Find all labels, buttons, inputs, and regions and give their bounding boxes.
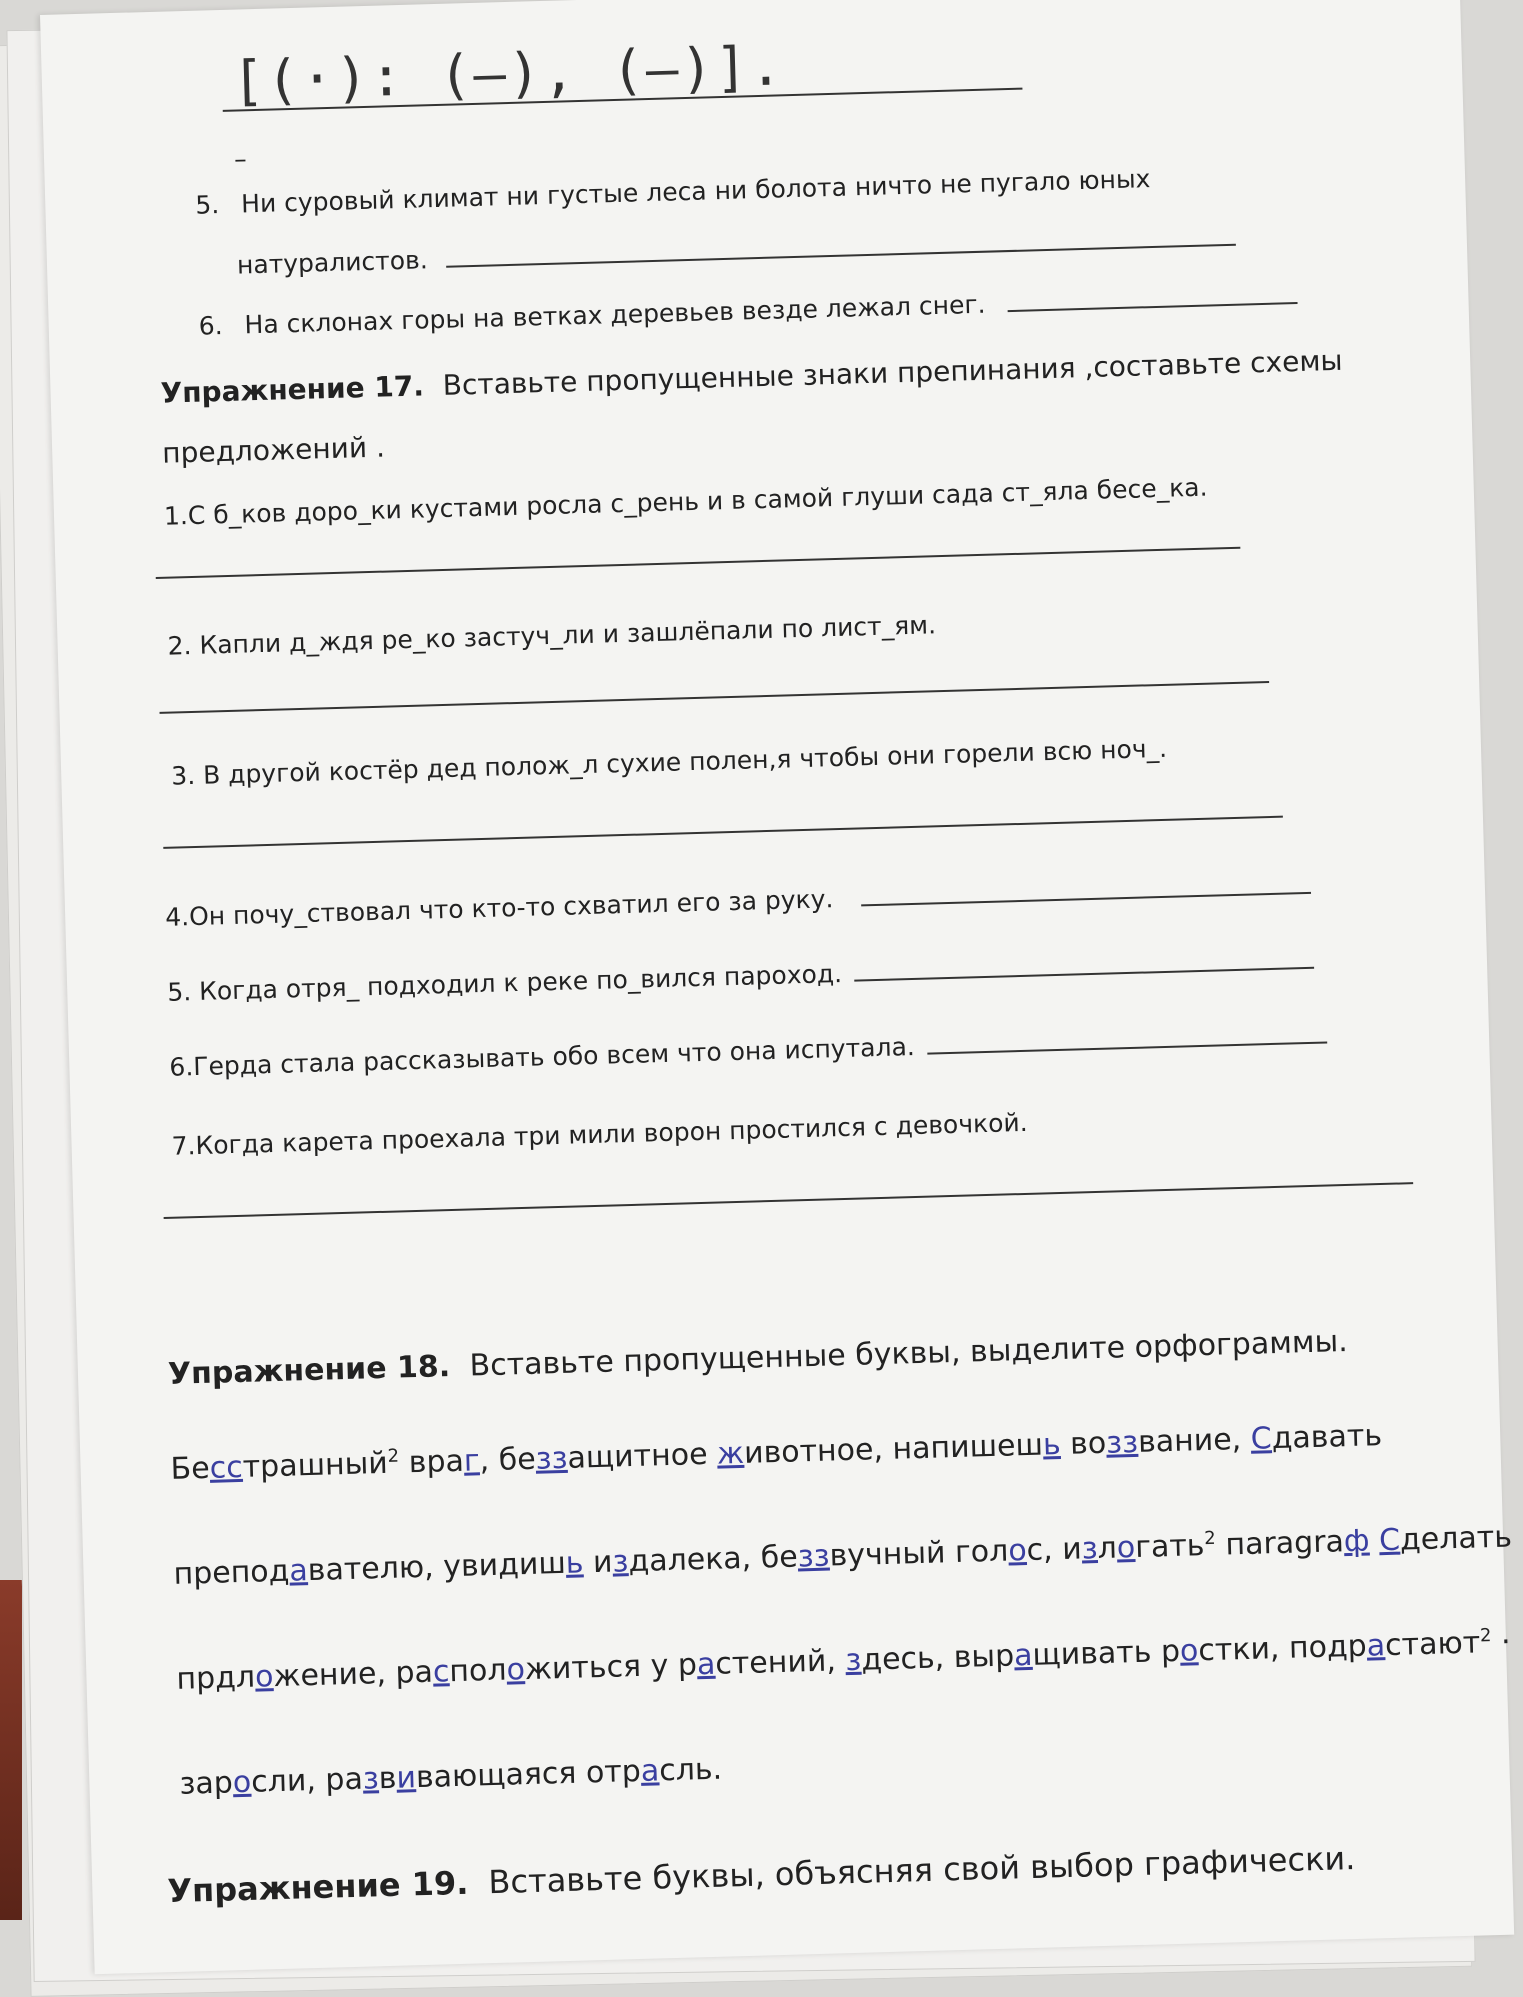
- exercise-19-title: [167, 1839, 1356, 1910]
- answer-line: [861, 870, 1311, 907]
- handwritten-insert: зз: [535, 1440, 569, 1477]
- item-text: натуралистов.: [236, 245, 429, 280]
- handwritten-insert: з: [844, 1642, 862, 1679]
- answer-line: [160, 681, 1270, 714]
- text-segment: трашный: [242, 1445, 389, 1485]
- handwritten-insert: а: [696, 1646, 716, 1683]
- handwritten-insert: о: [1179, 1633, 1199, 1669]
- item-text: Ни суровый климат ни густые леса ни болота ничто не пугало юных: [240, 164, 1151, 219]
- text-segment: Бе: [170, 1450, 211, 1487]
- text-segment: делать: [1399, 1519, 1513, 1558]
- superscript-mark: 2: [1479, 1625, 1492, 1647]
- ex18-line-4: [179, 1752, 723, 1802]
- handwritten-insert: зз: [797, 1538, 831, 1575]
- item-text: 4.Он почу_ствовал что кто-то схватил его за руку.: [164, 884, 834, 932]
- item-number: 5.: [194, 190, 220, 220]
- ex18-line-1: [170, 1418, 1382, 1487]
- handwritten-insert: о: [506, 1652, 526, 1688]
- answer-line: [445, 222, 1235, 268]
- exercise-instruction: Вставьте пропущенные буквы, выделите орфограммы.: [469, 1324, 1349, 1384]
- ex17-item-5: [167, 945, 1314, 1007]
- text-segment: сль.: [658, 1751, 723, 1789]
- handwritten-insert: а: [1013, 1637, 1033, 1674]
- exercise-instruction: Вставьте буквы, объясняя свой выбор графически.: [487, 1839, 1356, 1902]
- text-segment: и: [582, 1544, 613, 1581]
- sentence-scheme: [(·): (–), (–)].: [231, 34, 785, 113]
- exercise-instruction: Вставьте пропущенные знаки препинания ,составьте схемы: [442, 343, 1343, 402]
- text-segment: вающаяся отр: [415, 1753, 642, 1796]
- text-segment: во: [1060, 1425, 1107, 1463]
- text-segment: щивать р: [1032, 1633, 1181, 1673]
- ex16-item-5-cont: [237, 222, 1236, 280]
- exercise-number: Упражнение 19.: [166, 1863, 469, 1911]
- text-segment: давать: [1271, 1418, 1383, 1457]
- desk-edge: [0, 1580, 22, 1920]
- text-segment: паragra: [1215, 1524, 1345, 1563]
- text-segment: , бе: [479, 1441, 537, 1479]
- text-segment: сли, ра: [250, 1761, 364, 1800]
- handwritten-insert: ь: [565, 1545, 584, 1581]
- text-segment: вучный гол: [829, 1533, 1009, 1574]
- worksheet-page: [40, 0, 1514, 1974]
- handwritten-insert: ф: [1343, 1523, 1371, 1560]
- handwritten-insert: С: [1378, 1522, 1401, 1559]
- text-segment: препод: [173, 1553, 290, 1592]
- ex18-line-3: [176, 1625, 1511, 1697]
- exercise-18-title: [168, 1324, 1349, 1392]
- text-segment: ащитное: [567, 1436, 718, 1476]
- handwritten-insert: з: [1081, 1531, 1099, 1567]
- handwritten-insert: а: [288, 1553, 309, 1589]
- handwritten-insert: з: [362, 1761, 380, 1797]
- item-text: 6.Герда стала рассказывать обо всем что она испутала.: [169, 1031, 916, 1082]
- text-segment: прдл: [176, 1659, 256, 1697]
- superscript-mark: 2: [387, 1445, 400, 1467]
- handwritten-insert: сс: [209, 1449, 244, 1486]
- ex18-line-2: [173, 1520, 1512, 1592]
- text-segment: зар: [178, 1765, 234, 1802]
- ex16-item-6: [198, 280, 1297, 341]
- text-segment: стений,: [714, 1643, 846, 1682]
- item-number: 6.: [198, 311, 224, 341]
- text-segment: жение, ра: [272, 1654, 434, 1695]
- ex17-item-4: [165, 870, 1312, 932]
- exercise-number: Упражнение 18.: [167, 1349, 451, 1392]
- text-segment: с, и: [1026, 1531, 1083, 1569]
- handwritten-insert: о: [232, 1764, 252, 1801]
- exercise-number: Упражнение 17.: [160, 369, 425, 410]
- handwritten-insert: а: [640, 1753, 660, 1789]
- ex17-item-6: [169, 1019, 1327, 1081]
- handwritten-insert: о: [254, 1659, 274, 1695]
- text-segment: ·: [1491, 1624, 1512, 1661]
- handwritten-insert: С: [1250, 1421, 1273, 1457]
- answer-line: [1007, 280, 1298, 312]
- handwritten-insert: ь: [1042, 1427, 1062, 1463]
- text-segment: в: [378, 1760, 397, 1797]
- ex17-item-2: 2. Капли д_ждя ре_ко застуч_ли и зашлёпали по лист_ям.: [167, 610, 937, 661]
- ex17-item-3: 3. В другой костёр дед полож_л сухие полен,я чтобы они горели всю ноч_.: [170, 733, 1168, 791]
- ex17-item-1: 1.С б_ков доро_ки кустами росла с_рень и в самой глуши сада ст_яла бесе_ка.: [163, 472, 1208, 531]
- handwritten-insert: зз: [1105, 1424, 1139, 1461]
- handwritten-insert: ж: [716, 1435, 745, 1472]
- answer-line: [163, 816, 1283, 849]
- text-segment: л: [1097, 1530, 1118, 1567]
- handwritten-insert: г: [463, 1443, 481, 1479]
- handwritten-insert: с: [432, 1654, 450, 1690]
- text-segment: вание,: [1137, 1421, 1252, 1460]
- exercise-17-title: [160, 344, 1343, 410]
- text-segment: вателю, увидиш: [307, 1545, 567, 1589]
- superscript-mark: 2: [1203, 1527, 1217, 1550]
- text-segment: житься у р: [524, 1647, 698, 1688]
- ex17-item-7: 7.Когда карета проехала три мили ворон простился с девочкой.: [171, 1107, 1028, 1161]
- exercise-instruction-cont: предложений .: [161, 430, 386, 470]
- text-segment: ивотное, напишеш: [743, 1427, 1044, 1471]
- text-segment: стки, подр: [1197, 1628, 1368, 1669]
- text-segment: стают: [1384, 1625, 1481, 1664]
- handwritten-insert: з: [612, 1544, 629, 1580]
- text-segment: пол: [448, 1652, 508, 1690]
- answer-line: [156, 547, 1241, 579]
- stray-dash: –: [233, 144, 248, 174]
- handwritten-insert: а: [1366, 1628, 1386, 1664]
- answer-line: [854, 945, 1314, 982]
- item-text: На склонах горы на ветках деревьев везде лежал снег.: [244, 289, 986, 340]
- ex16-item-5: [195, 164, 1151, 220]
- handwritten-insert: о: [1007, 1533, 1028, 1569]
- text-segment: гать: [1134, 1528, 1205, 1566]
- handwritten-insert: о: [1116, 1530, 1136, 1566]
- answer-line: [164, 1182, 1414, 1219]
- text-segment: вра: [398, 1443, 465, 1481]
- item-text: 5. Когда отря_ подходил к реке по_вился пароход.: [166, 958, 843, 1007]
- answer-line: [926, 1019, 1327, 1054]
- text-segment: далека, бе: [627, 1539, 799, 1580]
- text-segment: десь, выр: [860, 1638, 1015, 1678]
- handwritten-insert: и: [395, 1760, 417, 1796]
